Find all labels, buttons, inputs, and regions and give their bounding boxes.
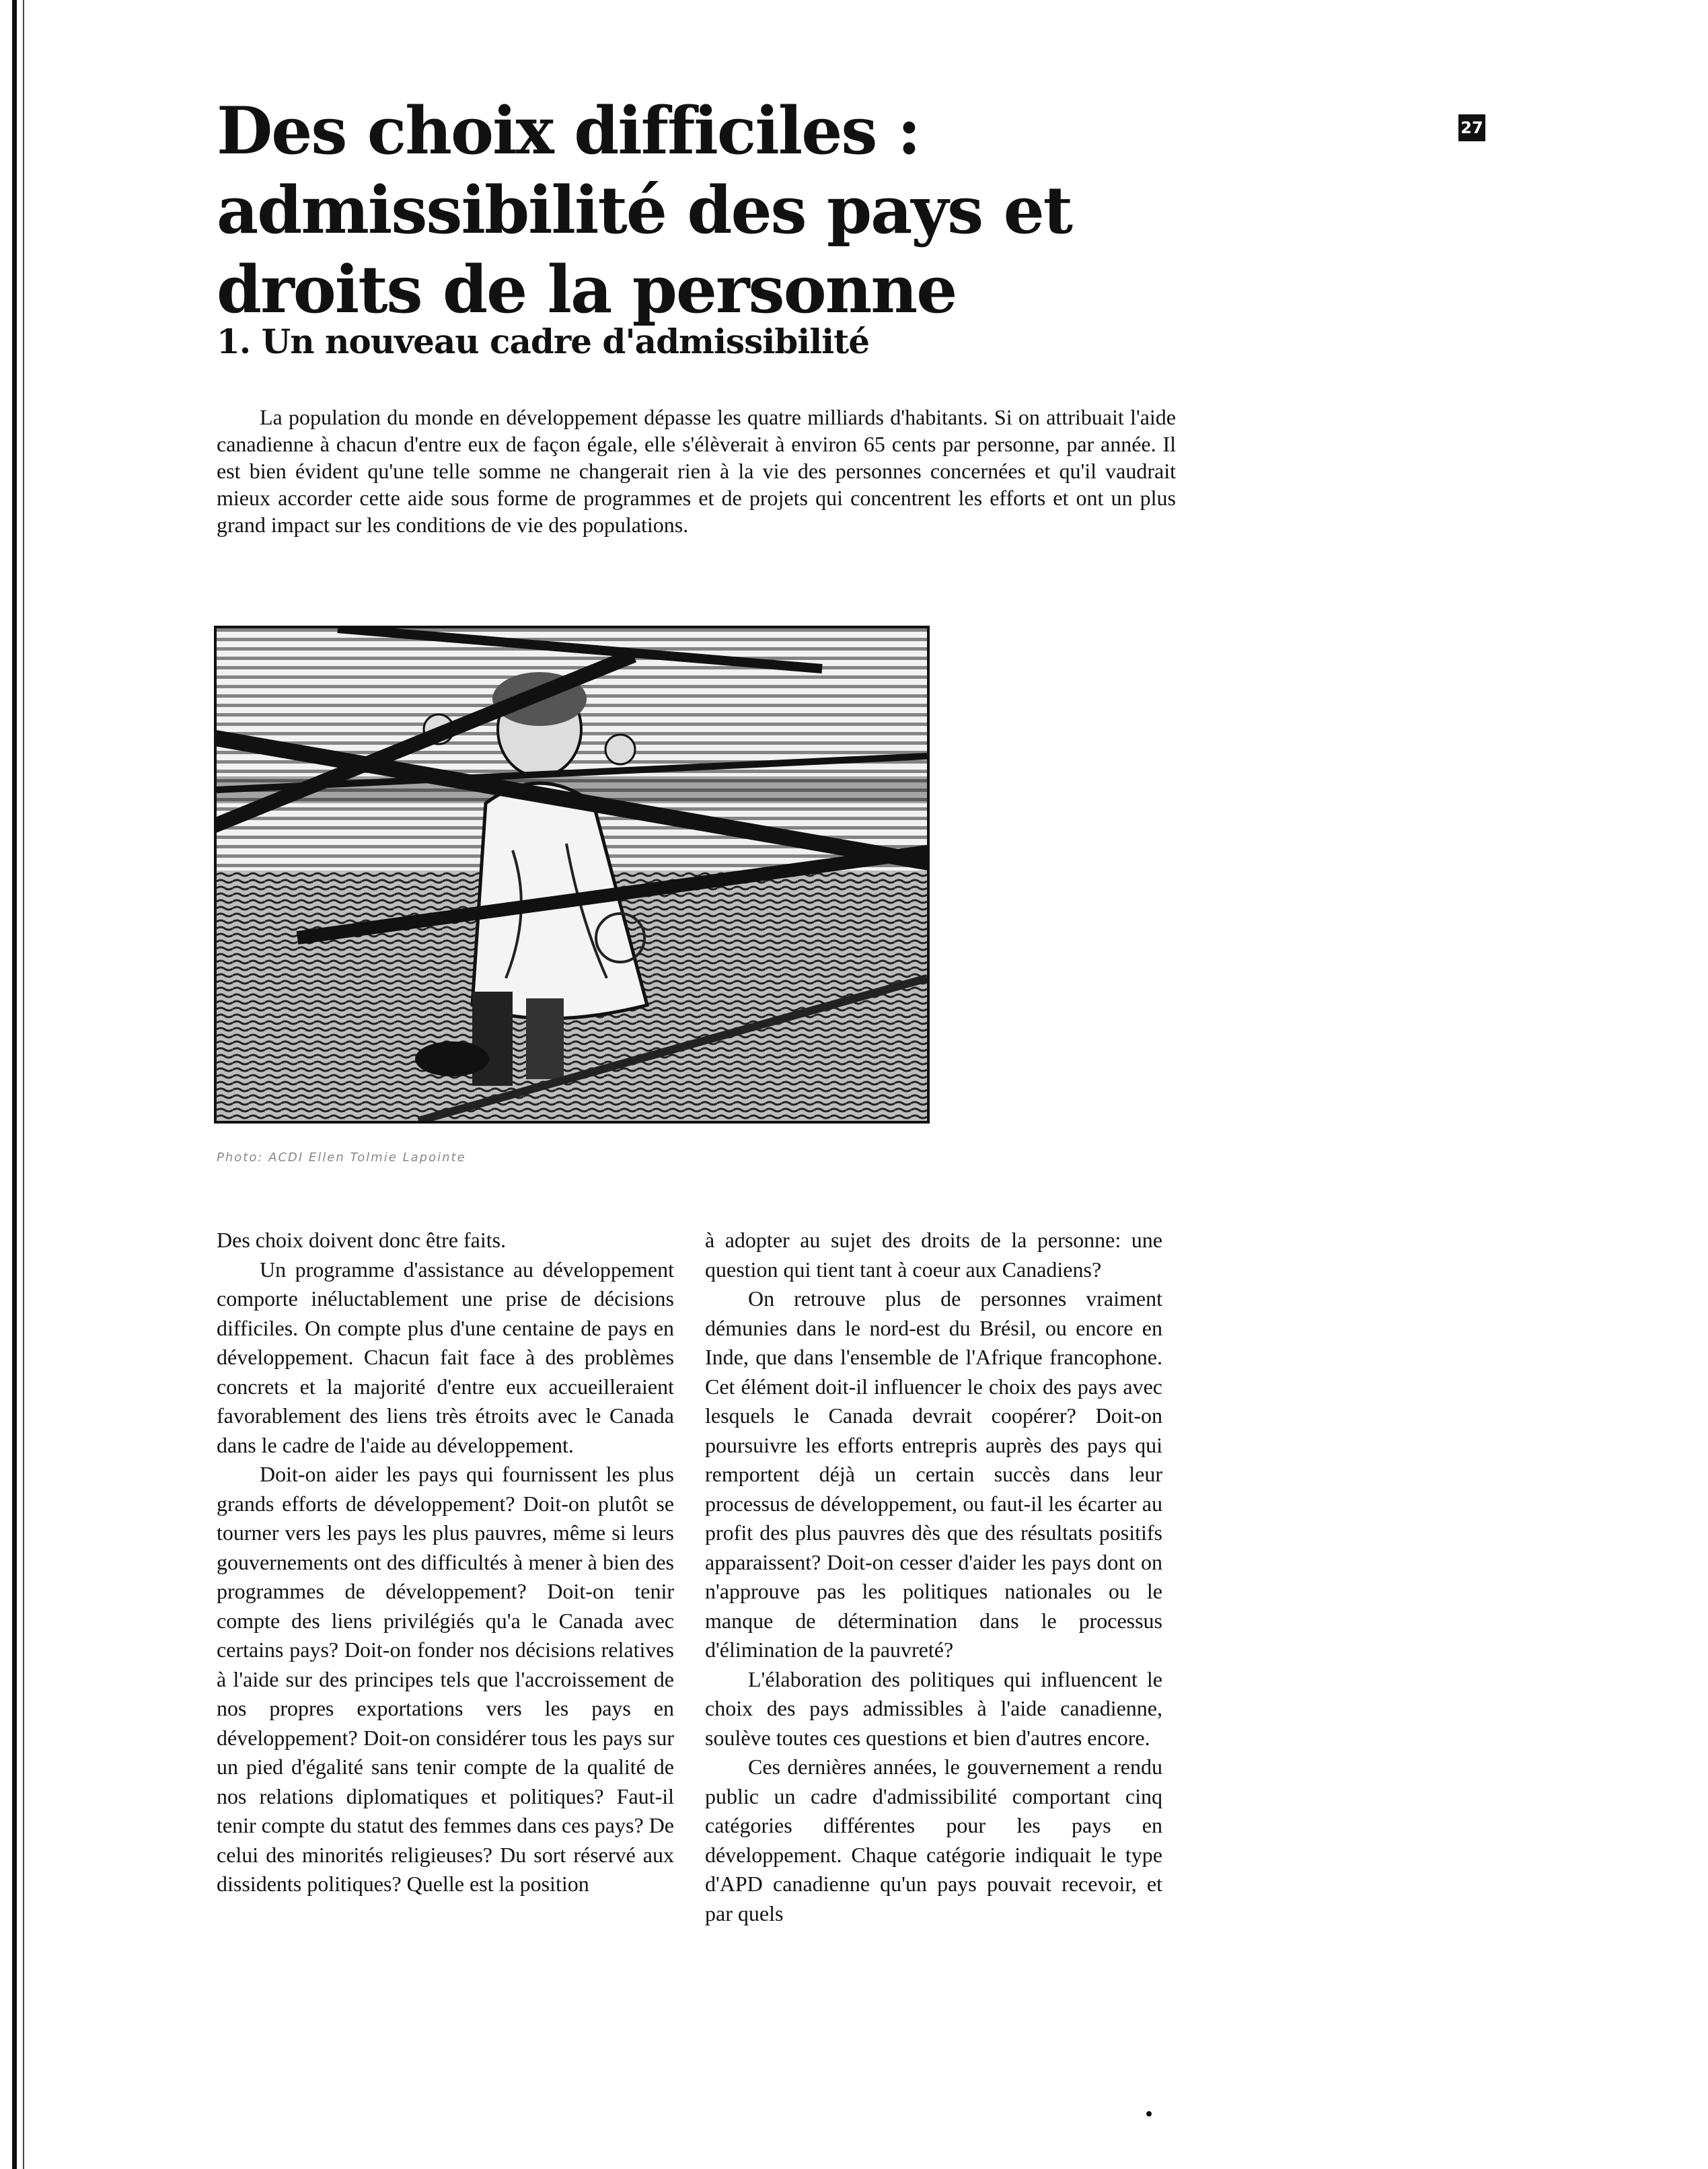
left-column [217, 1226, 674, 1899]
paragraph: On retrouve plus de personnes vraiment démunies dans le nord-est du Brésil, ou encore en Inde, que dans l'ensemble de l'Afrique francophone. Cet élément doit-il influencer le choix des pays avec lesquels le Canada devrait coopérer? Doit-on poursuivre les efforts entrepris auprès des pays qui remportent déjà un certain succès dans leur processus de développement, ou faut-il les écarter au profit des plus pauvres dès que des résultats positifs apparaissent? Doit-on cesser d'aider les pays dont on n'approuve pas les politiques nationales ou le manque de détermination dans le processus d'élimination de la pauvreté? [705, 1286, 1162, 1662]
section-heading: 1. Un nouveau cadre d'admissibilité [217, 322, 870, 361]
scan-border-line [23, 0, 24, 2169]
paragraph: L'élaboration des politiques qui influencent le choix des pays admissibles à l'aide canadienne, soulève toutes ces questions et bien d'autres encore. [705, 1666, 1162, 1750]
scan-speck [1146, 2111, 1152, 2117]
paragraph: Doit-on aider les pays qui fournissent les plus grands efforts de développement? Doit-on plutôt se tourner vers les pays les plus pauvres, même si leurs gouvernements ont des difficultés à mener à bien des programmes de développement? Doit-on tenir compte des liens privilégiés qu'a le Canada avec certains pays? Doit-on fonder nos décisions relatives à l'aide sur des principes tels que l'accroissement de nos propres exportations vers les pays en développement? Doit-on considérer tous les pays sur un pied d'égalité sans tenir compte de la qualité de nos relations diplomatiques et politiques? Faut-il tenir compte du statut des femmes dans ces pays? De celui des minorités religieuses? Du sort réservé aux dissidents politiques? Quelle est la position [217, 1462, 674, 1896]
paragraph: à adopter au sujet des droits de la personne: une question qui tient tant à coeur aux Canadiens? [705, 1228, 1162, 1282]
paragraph: Un programme d'assistance au développement comporte inéluctablement une prise de décisions difficiles. On compte plus d'une centaine de pays en développement. Chacun fait face à des problèmes concrets et la majorité d'entre eux accueilleraient favorablement des liens très étroits avec le Canada dans le cadre de l'aide au développement. [217, 1257, 674, 1457]
right-column [705, 1226, 1162, 1928]
paragraph: Des choix doivent donc être faits. [217, 1228, 507, 1252]
photo-credit: Photo: ACDI Ellen Tolmie Lapointe [217, 1150, 466, 1165]
page-number: 27 [1458, 114, 1485, 141]
photo-illustration [217, 628, 927, 1121]
scan-border [12, 0, 17, 2169]
paragraph: Ces dernières années, le gouvernement a rendu public un cadre d'admissibilité comportant cinq catégories différentes pour les pays en développement. Chaque catégorie indiquait le type d'APD canadienne qu'un pays pouvait recevoir, et par quels [705, 1755, 1162, 1925]
page-title: Des choix difficiles : admissibilité des pays et droits de la personne [217, 93, 1072, 328]
intro-paragraph: La population du monde en développement dépasse les quatre milliards d'habitants. Si on attribuait l'aide canadienne à chacun d'entre eux de façon égale, elle s'élèverait à environ 65 cents par personne, par année. Il est bien évident qu'une telle somme ne changerait rien à la vie des personnes concernées et qu'il vaudrait mieux accorder cette aide sous forme de programmes et de projets qui concentrent les efforts et ont un plus grand impact sur les conditions de vie des populations. [217, 405, 1176, 537]
photo-child-behind-poles [214, 626, 930, 1124]
